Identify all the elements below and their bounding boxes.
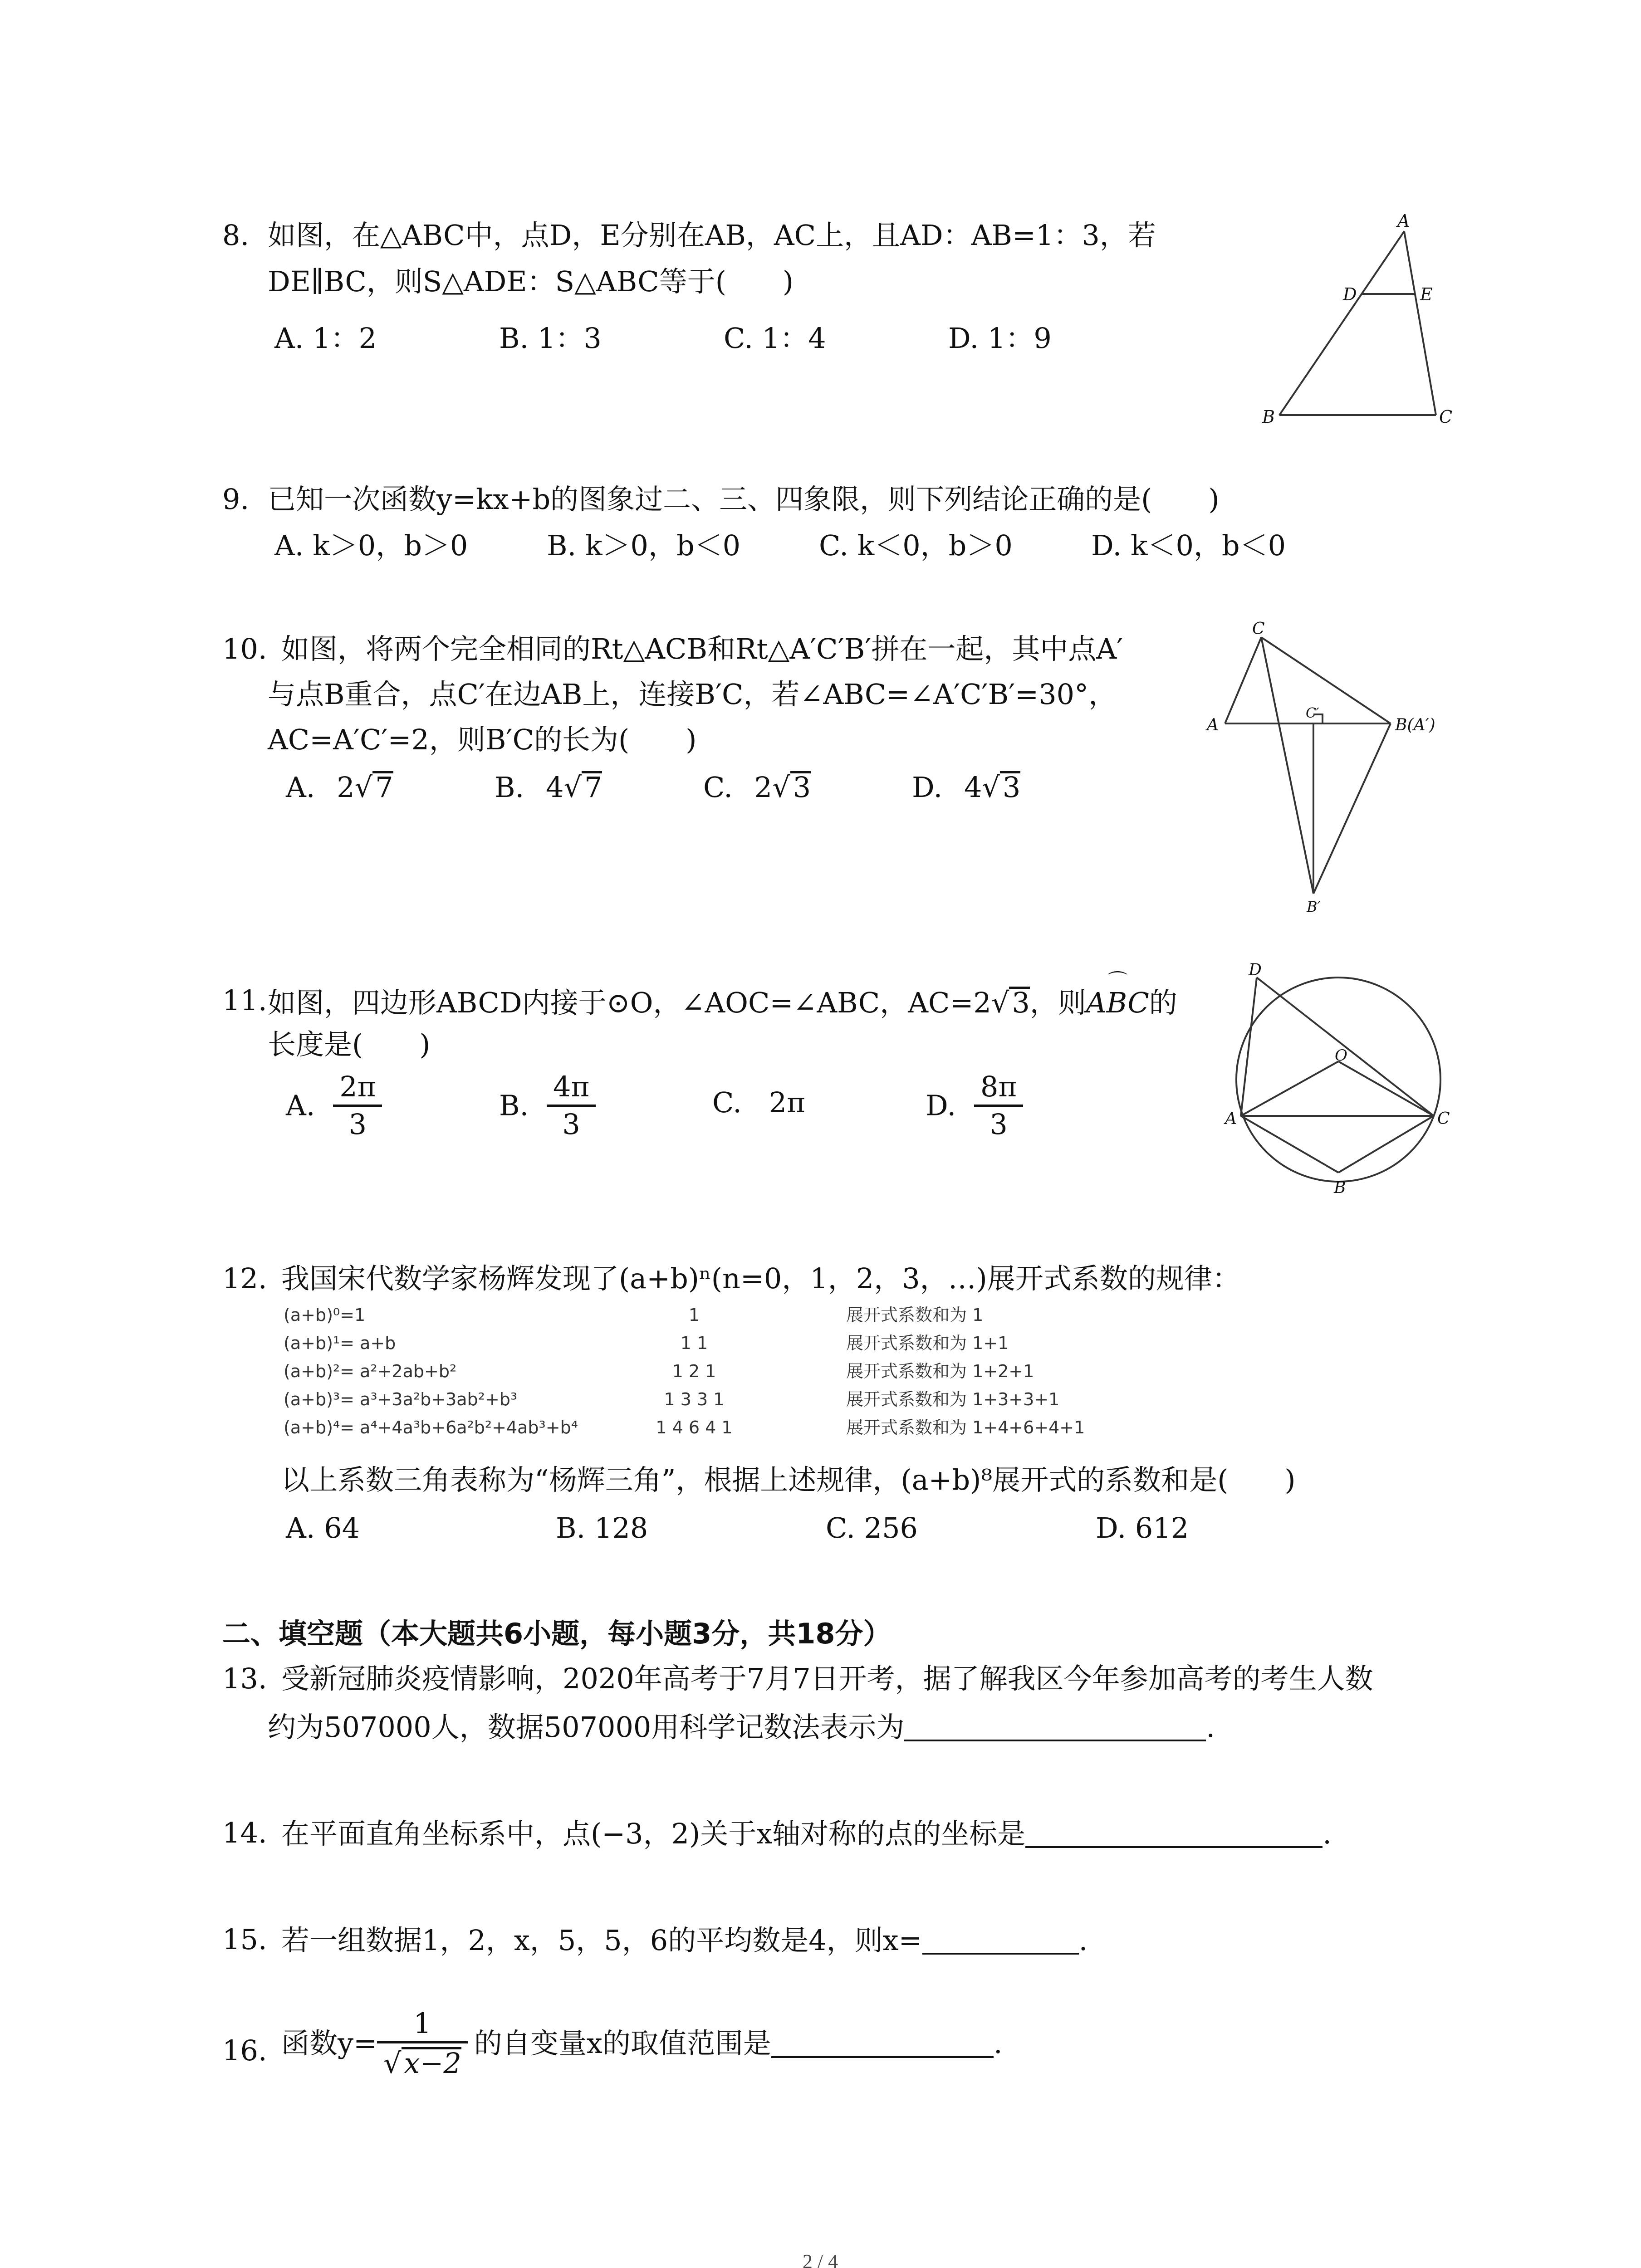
q13-end: . — [1206, 1711, 1215, 1744]
q13-line2-row — [268, 1711, 1215, 1744]
q10-option-c-radicand: 3 — [790, 771, 811, 802]
q10-line2: 与点B重合，点C′在边AB上，连接B′C，若∠ABC=∠A′C′B′=30°， — [268, 678, 1117, 711]
q15-number: 15. — [222, 1923, 267, 1956]
q12-option-a: A. 64 — [286, 1511, 360, 1545]
q10-number: 10. — [222, 632, 267, 665]
q16-fraction-denominator: x−2 — [402, 2047, 461, 2077]
q10-option-c: C. 2√3 — [703, 771, 811, 804]
q13-answer-blank[interactable] — [904, 1712, 1206, 1741]
q8-label-b: B — [1262, 407, 1275, 427]
q11-option-a-den: 3 — [348, 1108, 367, 1141]
q11-circle-figure — [1216, 957, 1470, 1207]
q11-option-b — [499, 1070, 596, 1141]
q10-option-a-coef: 2 — [337, 771, 355, 804]
q11-arc-abc: ABC — [1086, 986, 1149, 1019]
q12-table-row0-sum: 展开式系数和为 1 — [846, 1305, 984, 1325]
q12-line1: 我国宋代数学家杨辉发现了(a+b)ⁿ(n=0，1，2，3，…)展开式系数的规律： — [281, 1262, 1240, 1295]
q10-option-d-coef: 4 — [964, 771, 982, 804]
q12-table-row1-expr: (a+b)¹= a+b — [284, 1333, 396, 1353]
q10-label-b-a-prime: B(A′) — [1395, 716, 1435, 734]
q8-label-c: C — [1439, 407, 1453, 427]
q10-triangles-figure — [1198, 617, 1506, 916]
q14-end: . — [1323, 1817, 1332, 1850]
q13-number: 13. — [222, 1662, 267, 1695]
q11-option-b-den: 3 — [562, 1108, 580, 1141]
q11-label-c: C — [1437, 1110, 1450, 1128]
q10-line1: 如图，将两个完全相同的Rt△ACB和Rt△A′C′B′拼在一起，其中点A′ — [281, 632, 1123, 665]
q8-line2: DE∥BC，则S△ADE：S△ABC等于( ) — [268, 265, 794, 298]
q12-table-row4-expr: (a+b)⁴= a⁴+4a³b+6a²b²+4ab³+b⁴ — [284, 1418, 578, 1437]
q11-label-d: D — [1249, 961, 1262, 979]
q10-label-c-prime: C′ — [1306, 705, 1319, 721]
q9-option-b: B. k＞0，b＜0 — [547, 529, 741, 562]
q10-option-c-coef: 2 — [754, 771, 773, 804]
q11-label-b: B — [1334, 1178, 1346, 1197]
q8-label-a: A — [1397, 213, 1410, 231]
q10-label-c: C — [1252, 620, 1265, 638]
q10-option-b: B. 4√7 — [495, 771, 603, 804]
q10-label-a: A — [1207, 716, 1219, 734]
q10-option-a-radicand: 7 — [372, 771, 393, 802]
q11-option-c-text: 2π — [769, 1086, 805, 1119]
q10-line3: AC=A′C′=2，则B′C的长为( ) — [268, 723, 697, 756]
q14-line1: 在平面直角坐标系中，点(−3，2)关于x轴对称的点的坐标是 — [281, 1817, 1026, 1850]
q12-option-b: B. 128 — [556, 1511, 648, 1545]
q16-fraction-numerator: 1 — [377, 2009, 468, 2043]
q16-line-row: 函数y= $\frac{1}{√x-2}$ 的自变量x的取值范围是 . — [281, 2007, 1003, 2080]
q15-answer-blank[interactable] — [922, 1926, 1079, 1955]
q10-option-d: D. 4√3 — [912, 771, 1021, 804]
q11-line2: 长度是( ) — [268, 1028, 431, 1061]
q10-option-d-radicand: 3 — [1000, 771, 1020, 802]
q8-option-a: A. 1：2 — [274, 322, 377, 355]
q9-option-d: D. k＜0，b＜0 — [1091, 529, 1286, 562]
q11-line1-radicand: 3 — [1009, 987, 1029, 1017]
q10-label-b-prime: B′ — [1307, 898, 1321, 915]
q12-table-row3-expr: (a+b)³= a³+3a²b+3ab²+b³ — [284, 1389, 518, 1409]
q10-option-d-letter: D. — [912, 771, 943, 804]
q8-option-b: B. 1：3 — [499, 322, 602, 355]
q8-option-c: C. 1：4 — [724, 322, 826, 355]
q11-option-d-num: 8π — [974, 1073, 1023, 1107]
q12-table-row1-sum: 展开式系数和为 1+1 — [846, 1333, 1009, 1353]
q9-number: 9. — [222, 483, 250, 516]
q12-table-row2-coeffs: 1 2 1 — [672, 1361, 716, 1381]
q14-answer-blank[interactable] — [1025, 1819, 1323, 1848]
page-number: 2 / 4 — [802, 2250, 838, 2268]
q9-option-a: A. k＞0，b＞0 — [274, 529, 468, 562]
q12-table-row3-coeffs: 1 3 3 1 — [664, 1389, 725, 1409]
q12-table-row2-sum: 展开式系数和为 1+2+1 — [846, 1361, 1034, 1381]
q16-end: . — [993, 2027, 1003, 2060]
q12-table-row4-coeffs: 1 4 6 4 1 — [656, 1418, 733, 1437]
q13-line2: 约为507000人，数据507000用科学记数法表示为 — [268, 1711, 905, 1744]
q8-label-d: D — [1343, 284, 1357, 304]
q11-line1-text-a: 如图，四边形ABCD内接于⊙O，∠AOC=∠ABC，AC=2 — [268, 986, 991, 1019]
q15-line-row — [281, 1926, 1087, 1955]
q16-post: 的自变量x的取值范围是 — [474, 2027, 771, 2060]
q12-option-c: C. 256 — [826, 1511, 918, 1545]
q12-table-row2-expr: (a+b)²= a²+2ab+b² — [284, 1361, 457, 1381]
q14-number: 14. — [222, 1816, 267, 1849]
q11-option-c-letter: C. — [712, 1086, 742, 1119]
q12-table-row4-sum: 展开式系数和为 1+4+6+4+1 — [846, 1418, 1085, 1437]
q12-table-row0-coeffs: 1 — [688, 1305, 700, 1325]
q8-label-e: E — [1420, 284, 1433, 304]
q11-option-d-letter: D. — [926, 1089, 956, 1122]
q10-option-b-coef: 4 — [546, 771, 564, 804]
q15-line1: 若一组数据1，2，x，5，5，6的平均数是4，则x= — [281, 1924, 922, 1957]
q14-line-row — [281, 1819, 1332, 1848]
q11-option-d — [926, 1070, 1023, 1141]
section2-title: 二、填空题（本大题共6小题，每小题3分，共18分） — [222, 1617, 892, 1650]
q9-line1: 已知一次函数y=kx+b的图象过二、三、四象限，则下列结论正确的是( ) — [268, 483, 1220, 516]
q10-option-b-radicand: 7 — [582, 771, 602, 802]
q11-option-a-letter: A. — [286, 1089, 315, 1122]
q10-option-a: A. 2√7 — [286, 771, 393, 804]
q11-option-c — [712, 1086, 805, 1119]
q9-option-c: C. k＜0，b＞0 — [819, 529, 1013, 562]
q16-pre: 函数y= — [281, 2027, 377, 2060]
q11-line1: 如图，四边形ABCD内接于⊙O，∠AOC=∠ABC，AC=2√3，则 ⌒ ABC的 — [268, 970, 1177, 1019]
q12-table-row1-coeffs: 1 1 — [680, 1333, 708, 1353]
q11-option-a-num: 2π — [333, 1073, 382, 1107]
q11-line1-text-c: 的 — [1149, 986, 1177, 1019]
q11-option-b-num: 4π — [547, 1073, 596, 1107]
q8-option-d: D. 1：9 — [948, 322, 1052, 355]
q11-option-d-den: 3 — [989, 1108, 1008, 1141]
q10-option-a-letter: A. — [286, 771, 315, 804]
q11-number: 11. — [222, 984, 267, 1017]
q11-label-o: O — [1335, 1046, 1347, 1065]
q13-line1: 受新冠肺炎疫情影响，2020年高考于7月7日开考，据了解我区今年参加高考的考生人数 — [281, 1662, 1373, 1695]
q12-line2: 以上系数三角表称为“杨辉三角”，根据上述规律，(a+b)⁸展开式的系数和是( ) — [281, 1463, 1296, 1496]
q16-answer-blank[interactable] — [771, 2029, 994, 2058]
q12-option-d: D. 612 — [1096, 1511, 1189, 1545]
q11-line1-text-b: ，则 — [1029, 986, 1086, 1019]
q12-table-row0-expr: (a+b)⁰=1 — [284, 1305, 366, 1325]
q11-label-a: A — [1225, 1110, 1237, 1128]
q10-option-c-letter: C. — [703, 771, 733, 804]
q11-option-b-letter: B. — [499, 1089, 529, 1122]
q8-triangle-figure — [1243, 213, 1470, 431]
q15-end: . — [1078, 1924, 1088, 1957]
q12-number: 12. — [222, 1262, 267, 1295]
q8-line1: 如图，在△ABC中，点D，E分别在AB，AC上，且AD：AB=1：3，若 — [268, 219, 1156, 252]
q8-number: 8. — [222, 219, 250, 252]
q16-number: 16. — [222, 2034, 267, 2067]
q10-option-b-letter: B. — [495, 771, 524, 804]
q12-table-row3-sum: 展开式系数和为 1+3+3+1 — [846, 1389, 1060, 1409]
q11-option-a — [286, 1070, 382, 1141]
